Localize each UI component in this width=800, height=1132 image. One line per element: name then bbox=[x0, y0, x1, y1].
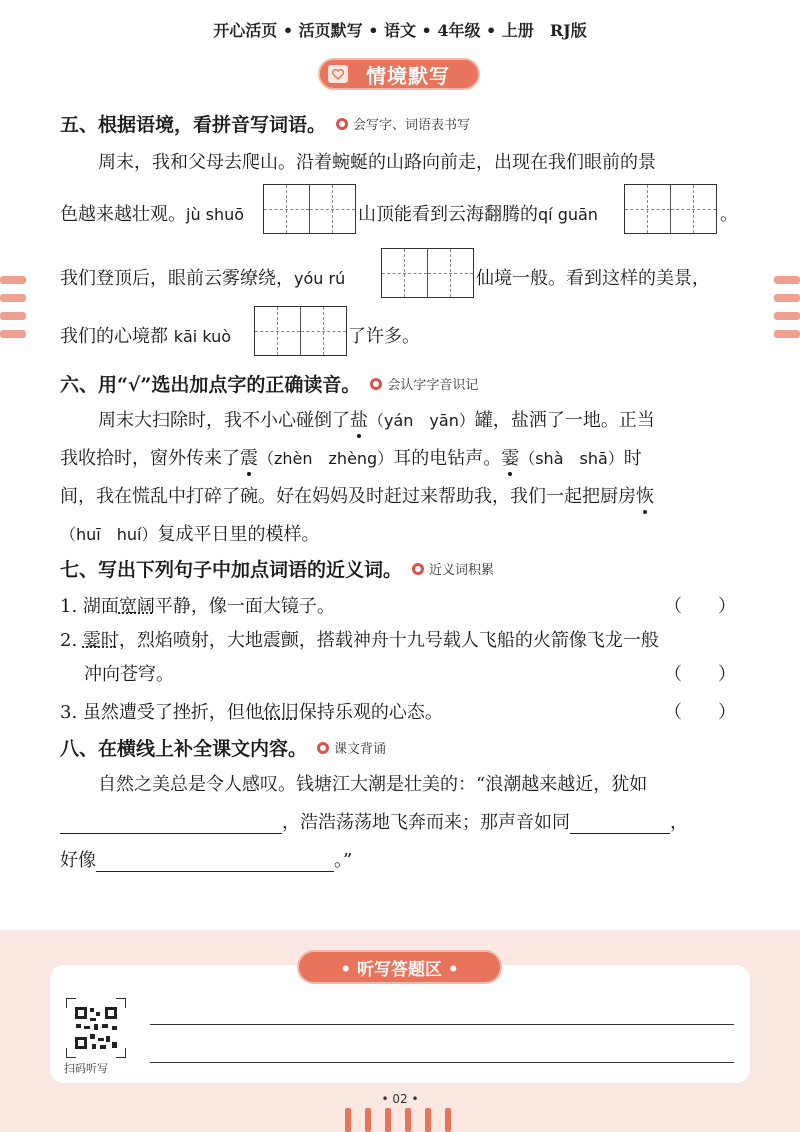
section8-line2 bbox=[60, 808, 688, 834]
s8-text: 。” bbox=[334, 850, 353, 871]
s5-text: 色越来越壮观。 bbox=[60, 204, 186, 225]
section6-line2 bbox=[60, 444, 642, 470]
section8-title bbox=[60, 734, 386, 761]
qr-label: 扫码听写 bbox=[64, 1062, 108, 1075]
section6-line1 bbox=[98, 406, 655, 432]
q-text: 平静，像一面大镜子。 bbox=[154, 596, 335, 617]
pinyin-qiguan: qí guān bbox=[538, 205, 598, 224]
side-bar bbox=[774, 312, 800, 320]
flower-icon bbox=[412, 563, 424, 575]
side-bar bbox=[774, 294, 800, 302]
fill-blank-1[interactable] bbox=[60, 814, 282, 834]
section6-line4 bbox=[60, 520, 319, 546]
bottom-stripe bbox=[445, 1108, 451, 1132]
side-bar bbox=[0, 330, 26, 338]
dotted-char: 霎 bbox=[501, 444, 519, 470]
section6-title bbox=[60, 370, 478, 397]
s8-text: 好像 bbox=[60, 850, 96, 871]
q-text: 保持乐观的心态。 bbox=[298, 702, 443, 723]
answer-grid-jushuo[interactable] bbox=[263, 184, 356, 234]
side-bar bbox=[0, 294, 26, 302]
section7-heading: 七、写出下列句子中加点词语的近义词。 bbox=[60, 559, 403, 581]
section5-line1: 周末，我和父母去爬山。沿着蜿蜒的山路向前走，出现在我们眼前的景 bbox=[98, 152, 656, 173]
answer-paren-1[interactable]: （ ） bbox=[664, 596, 736, 617]
pinyin-jushuo: jù shuō bbox=[186, 205, 245, 224]
section5-tag-text: 会写字、词语表书写 bbox=[353, 118, 471, 133]
s6-text: 间，我在慌乱中打碎了碗。好在妈妈及时赶过来帮助我，我们一起把厨房 bbox=[60, 486, 636, 507]
section7-tag-text: 近义词积累 bbox=[429, 563, 495, 578]
section5-line4 bbox=[60, 322, 231, 348]
dotted-char: 恢 bbox=[636, 482, 654, 508]
answer-grid-qiguan[interactable] bbox=[624, 184, 717, 234]
qr-code-icon[interactable] bbox=[66, 998, 126, 1058]
section5-line3 bbox=[60, 264, 345, 290]
section6-heading: 六、用“√”选出加点字的正确读音。 bbox=[60, 374, 361, 396]
q-text: 3. 虽然遭受了挫折，但他 bbox=[60, 702, 263, 723]
side-bar bbox=[0, 276, 26, 284]
dictation-banner: • 听写答题区 • bbox=[297, 950, 502, 984]
section8-tag-text: 课文背诵 bbox=[334, 742, 387, 757]
answer-paren-3[interactable]: （ ） bbox=[664, 702, 736, 723]
section6-line3 bbox=[60, 482, 654, 508]
answer-paren-2[interactable]: （ ） bbox=[664, 664, 736, 685]
dotted-char: 震 bbox=[240, 444, 258, 470]
flower-icon bbox=[370, 378, 382, 390]
fill-blank-3[interactable] bbox=[96, 852, 334, 872]
answer-grid-kaikuo[interactable] bbox=[254, 306, 347, 356]
s6-text: 耳的电钻声。 bbox=[393, 448, 502, 469]
s8-text: ，浩浩荡荡地飞奔而来；那声音如同 bbox=[282, 812, 570, 833]
pinyin-kaikuo: kāi kuò bbox=[173, 327, 232, 346]
section8-heading: 八、在横线上补全课文内容。 bbox=[60, 738, 308, 760]
question-2-cont: 冲向苍穹。 bbox=[84, 664, 174, 685]
question-3 bbox=[60, 698, 443, 724]
section5-line2 bbox=[60, 200, 244, 226]
bottom-stripe bbox=[385, 1108, 391, 1132]
bottom-stripe bbox=[405, 1108, 411, 1132]
pinyin-choice[interactable]: （zhèn zhèng） bbox=[258, 449, 394, 468]
flower-icon bbox=[317, 742, 329, 754]
section7-tag bbox=[412, 559, 494, 578]
q-text: 2. bbox=[60, 630, 83, 651]
side-bar bbox=[774, 330, 800, 338]
section8-line1: 自然之美总是令人感叹。钱塘江大潮是壮美的：“浪潮越来越近，犹如 bbox=[98, 774, 648, 795]
section6-tag-text: 会认字字音识记 bbox=[387, 378, 479, 393]
side-bar bbox=[0, 312, 26, 320]
section8-line3 bbox=[60, 846, 352, 872]
dotted-char: 盐 bbox=[350, 406, 368, 432]
s6-text: 周末大扫除时，我不小心碰倒了 bbox=[98, 410, 350, 431]
bottom-stripe bbox=[365, 1108, 371, 1132]
s8-text: ， bbox=[670, 812, 688, 833]
question-1 bbox=[60, 592, 335, 618]
heart-icon bbox=[328, 65, 348, 83]
s5-text: 我们登顶后，眼前云雾缭绕， bbox=[60, 268, 294, 289]
section-banner bbox=[318, 58, 480, 90]
section5-line3b: 仙境一般。看到这样的美景， bbox=[476, 268, 710, 289]
s6-text: 复成平日里的模样。 bbox=[157, 524, 320, 545]
pinyin-choice[interactable]: （huī huí） bbox=[60, 525, 158, 544]
section5-heading: 五、根据语境，看拼音写词语。 bbox=[60, 114, 327, 136]
answer-grid-youru[interactable] bbox=[381, 248, 474, 298]
side-bar bbox=[774, 276, 800, 284]
pinyin-choice[interactable]: （yán yān） bbox=[368, 411, 475, 430]
s6-text: 罐，盐洒了一地。正当 bbox=[474, 410, 655, 431]
section5-line2c: 。 bbox=[720, 204, 738, 225]
page-number: • 02 • bbox=[381, 1092, 419, 1106]
dotted-word: 宽阔 bbox=[118, 596, 155, 617]
fill-blank-2[interactable] bbox=[570, 814, 670, 834]
flower-icon bbox=[336, 118, 348, 130]
section8-tag bbox=[317, 738, 386, 757]
page-header: 开心活页 • 活页默写 • 语文 • 4年级 • 上册 RJ版 bbox=[213, 21, 587, 40]
bottom-stripe bbox=[345, 1108, 351, 1132]
section7-title bbox=[60, 555, 494, 582]
s6-text: 时 bbox=[623, 448, 642, 469]
pinyin-choice[interactable]: （shà shā） bbox=[519, 449, 624, 468]
section5-line4b: 了许多。 bbox=[348, 326, 420, 347]
bottom-stripe bbox=[425, 1108, 431, 1132]
section5-tag bbox=[336, 114, 470, 133]
banner-title: 情境默写 bbox=[366, 63, 450, 88]
dotted-word: 霎时 bbox=[82, 630, 119, 651]
s5-text: 我们的心境都 bbox=[60, 326, 168, 347]
q-text: ，烈焰喷射，大地震颤，搭载神舟十九号载人飞船的火箭像飞龙一般 bbox=[118, 630, 659, 651]
pinyin-youru: yóu rú bbox=[294, 269, 346, 288]
dotted-word: 依旧 bbox=[262, 702, 299, 723]
dictation-line-2[interactable] bbox=[150, 1062, 734, 1063]
s5-text: 山顶能看到云海翻腾的 bbox=[358, 204, 538, 225]
section5-title bbox=[60, 110, 470, 137]
section6-tag bbox=[370, 374, 478, 393]
q-text: 1. 湖面 bbox=[60, 596, 119, 617]
dictation-line-1[interactable] bbox=[150, 1024, 734, 1025]
s6-text: 我收拾时，窗外传来了 bbox=[60, 448, 240, 469]
question-2 bbox=[60, 626, 659, 652]
section5-line2b bbox=[358, 200, 598, 226]
